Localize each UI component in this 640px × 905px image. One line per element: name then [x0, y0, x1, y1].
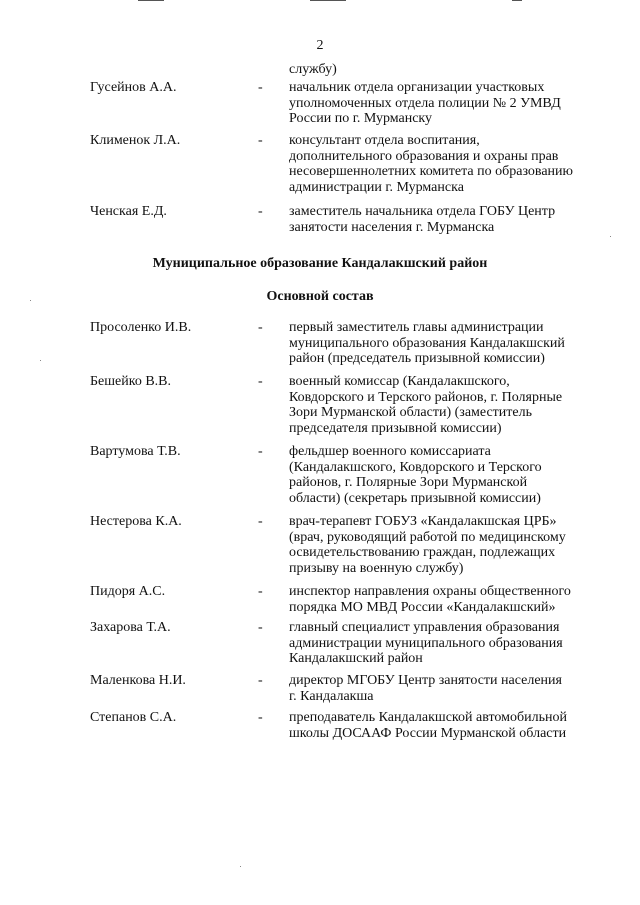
dash-separator: - — [258, 204, 263, 219]
dash-separator: - — [258, 444, 263, 459]
position-line: порядка МО МВД России «Кандалакшский» — [289, 599, 556, 615]
position-line: несовершеннолетних комитета по образованию — [289, 164, 573, 180]
scan-edge-mark-left — [138, 0, 164, 1]
subsection-title: Основной состав — [266, 289, 374, 304]
member-position — [289, 444, 609, 506]
member-name: Просоленко И.В. — [90, 320, 192, 335]
dash-separator: - — [258, 133, 263, 148]
section-title: Муниципальное образование Кандалакшский район — [152, 256, 488, 271]
position-line: (врач, руководящий работой по медицинскому — [289, 529, 566, 545]
position-line: г. Кандалакша — [289, 688, 374, 704]
position-line: начальник отдела организации участковых — [289, 80, 545, 95]
scan-speck — [30, 300, 31, 301]
position-line: первый заместитель главы администрации — [289, 320, 544, 335]
dash-separator: - — [258, 673, 263, 688]
continuation-text: службу) — [289, 62, 337, 77]
scan-edge-mark-right — [512, 0, 522, 1]
member-name: Гусейнов А.А. — [90, 80, 177, 95]
position-line: занятости населения г. Мурманска — [289, 219, 495, 235]
scan-speck — [610, 236, 611, 237]
member-position — [289, 514, 609, 576]
position-line: дополнительного образования и охраны прав — [289, 148, 559, 164]
position-line: врач-терапевт ГОБУЗ «Кандалакшская ЦРБ» — [289, 514, 557, 529]
member-name: Нестерова К.А. — [90, 514, 182, 529]
position-line: муниципального образования Кандалакшский — [289, 335, 565, 351]
position-line: район (председатель призывной комиссии) — [289, 351, 545, 367]
position-line: освидетельствованию граждан, подлежащих — [289, 545, 556, 561]
position-line: Ковдорского и Терского районов, г. Полярные — [289, 389, 563, 405]
position-line: инспектор направления охраны общественного — [289, 584, 571, 599]
position-line: администрации муниципального образования — [289, 635, 563, 651]
position-line: области) (секретарь призывной комиссии) — [289, 490, 541, 506]
member-name: Бешейко В.В. — [90, 374, 172, 389]
position-line: школы ДОСААФ России Мурманской области — [289, 725, 567, 741]
position-line: (Кандалакшского, Ковдорского и Терского — [289, 459, 542, 475]
position-line: администрации г. Мурманска — [289, 179, 464, 195]
member-name: Маленкова Н.И. — [90, 673, 186, 688]
position-line: России по г. Мурманску — [289, 111, 433, 127]
member-name: Захарова Т.А. — [90, 620, 171, 635]
dash-separator: - — [258, 620, 263, 635]
member-position — [289, 584, 609, 615]
member-position — [289, 710, 609, 741]
position-line: главный специалист управления образования — [289, 620, 560, 635]
dash-separator: - — [258, 584, 263, 599]
member-position — [289, 374, 609, 436]
position-line: уполномоченных отдела полиции № 2 УМВД — [289, 95, 561, 111]
member-name: Вартумова Т.В. — [90, 444, 181, 459]
scan-edge-mark-center — [310, 0, 346, 1]
dash-separator: - — [258, 710, 263, 725]
position-line: председателя призывной комиссии) — [289, 420, 502, 436]
position-line: военный комиссар (Кандалакшского, — [289, 374, 510, 389]
position-line: консультант отдела воспитания, — [289, 133, 480, 148]
member-name: Клименок Л.А. — [90, 133, 181, 148]
member-name: Ченская Е.Д. — [90, 204, 167, 219]
position-line: Кандалакшский район — [289, 651, 423, 667]
scan-speck — [40, 360, 41, 361]
position-line: фельдшер военного комиссариата — [289, 444, 491, 459]
dash-separator: - — [258, 374, 263, 389]
member-name: Степанов С.А. — [90, 710, 177, 725]
member-position — [289, 133, 609, 195]
position-line: директор МГОБУ Центр занятости населения — [289, 673, 562, 688]
dash-separator: - — [258, 80, 263, 95]
member-position — [289, 320, 609, 367]
member-name: Пидоря А.С. — [90, 584, 166, 599]
member-position — [289, 673, 609, 704]
position-line: заместитель начальника отдела ГОБУ Центр — [289, 204, 556, 219]
position-line: Зори Мурманской области) (заместитель — [289, 405, 532, 421]
page-number: 2 — [316, 38, 324, 53]
position-line: преподаватель Кандалакшской автомобильной — [289, 710, 567, 725]
dash-separator: - — [258, 514, 263, 529]
member-position — [289, 620, 609, 667]
dash-separator: - — [258, 320, 263, 335]
member-position — [289, 204, 609, 235]
member-position — [289, 80, 609, 127]
position-line: призыву на военную службу) — [289, 560, 464, 576]
scan-speck — [240, 866, 241, 867]
position-line: районов, г. Полярные Зори Мурманской — [289, 475, 528, 491]
